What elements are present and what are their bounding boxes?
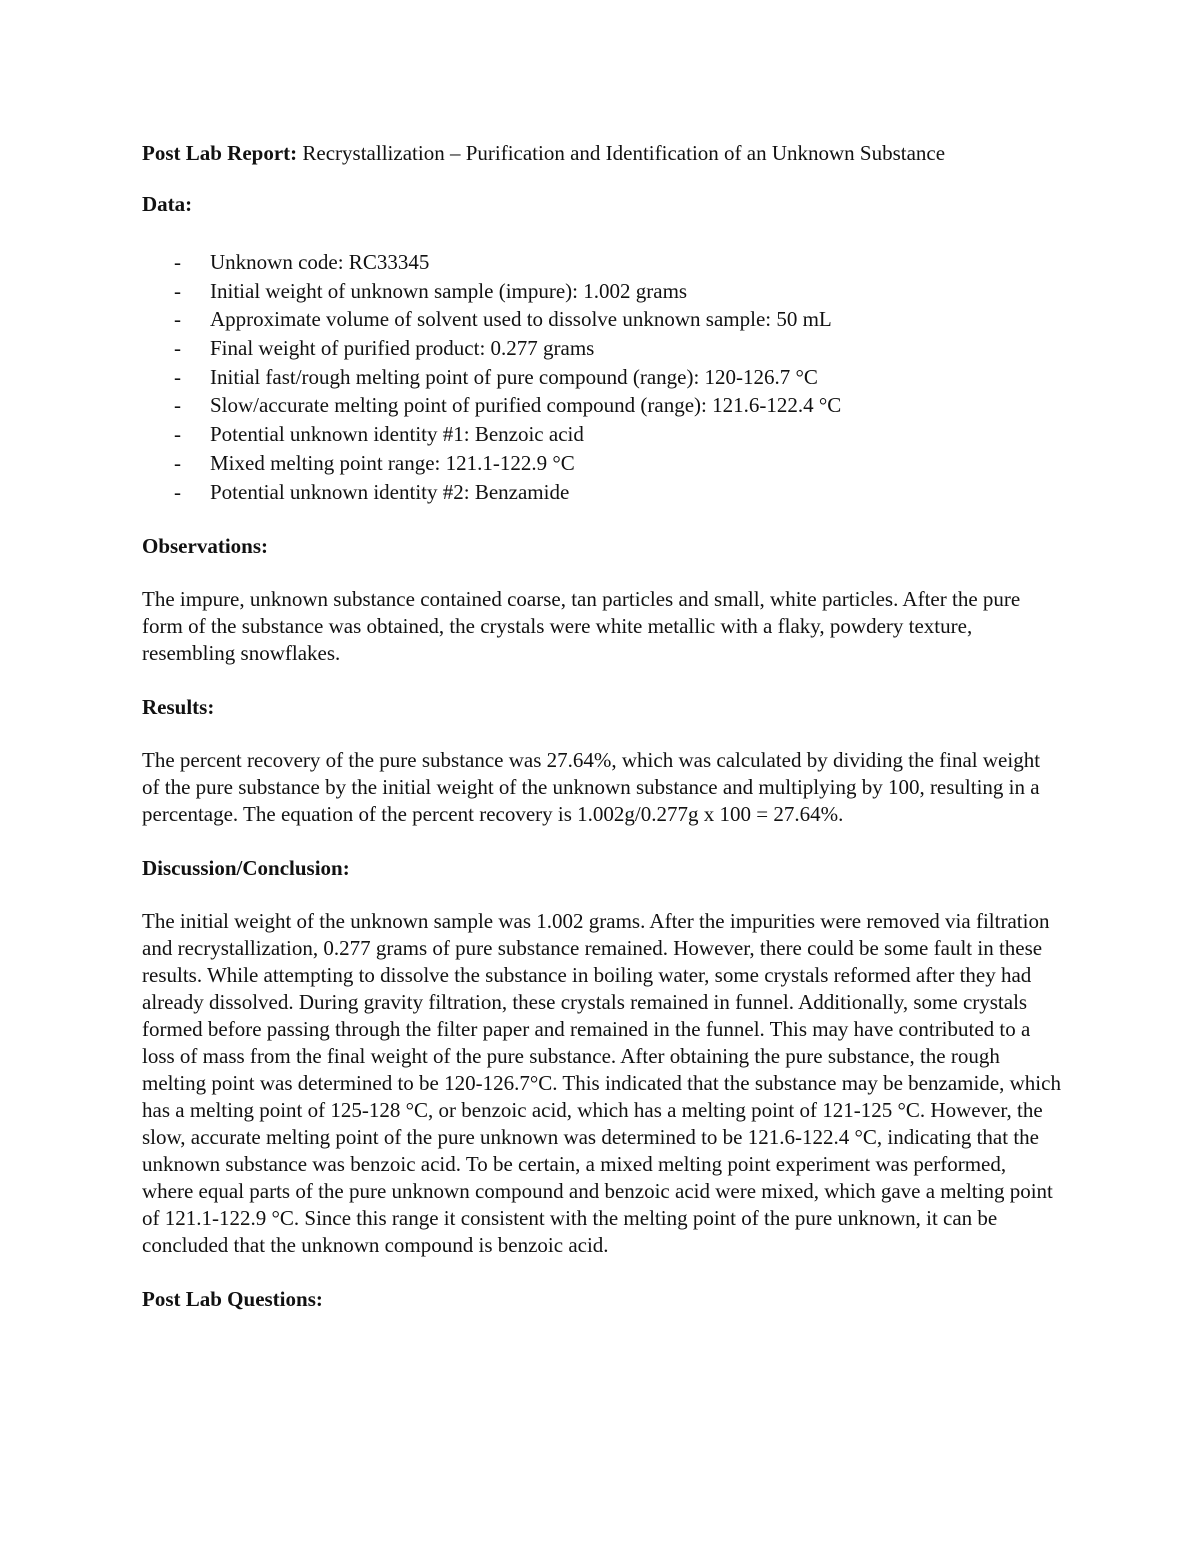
bullet-dash: - bbox=[174, 250, 181, 274]
bullet-dash: - bbox=[174, 450, 181, 475]
discussion-heading: Discussion/Conclusion: bbox=[142, 856, 350, 881]
list-item bbox=[142, 277, 1062, 306]
list-item bbox=[142, 478, 1062, 507]
bullet-dash: - bbox=[174, 393, 181, 418]
report-title-label: Post Lab Report: bbox=[142, 141, 298, 165]
list-item bbox=[142, 449, 1062, 478]
results-heading: Results: bbox=[142, 695, 215, 720]
list-item-text: Potential unknown identity #2: Benzamide bbox=[210, 479, 570, 504]
list-item bbox=[142, 305, 1062, 334]
observations-heading: Observations: bbox=[142, 534, 268, 559]
data-list bbox=[142, 248, 1062, 506]
list-item-text: Unknown code: RC33345 bbox=[210, 250, 430, 274]
list-item-text: Initial fast/rough melting point of pure compound (range): 120-126.7 °C bbox=[210, 364, 818, 389]
discussion-paragraph: The initial weight of the unknown sample was 1.002 grams. After the impurities were removed via filtration and recrystallization, 0.277 grams of pure substance remained. However, there could be some fault in these results. While attempting to dissolve the substance in boiling water, some crystals reformed after they had already dissolved. During gravity filtration, these crystals remained in funnel. Additionally, some crystals formed before passing through the filter paper and remained in the funnel. This may have contributed to a loss of mass from the final weight of the pure substance. After obtaining the pure substance, the rough melting point was determined to be 120-126.7°C. This indicated that the substance may be benzamide, which has a melting point of 125-128 °C, or benzoic acid, which has a melting point of 121-125 °C. However, the slow, accurate melting point of the pure unknown was determined to be 121.6-122.4 °C, indicating that the unknown substance was benzoic acid. To be certain, a mixed melting point experiment was performed, where equal parts of the pure unknown compound and benzoic acid were mixed, which gave a melting point of 121.1-122.9 °C. Since this range it consistent with the melting point of the pure unknown, it can be concluded that the unknown compound is benzoic acid. bbox=[142, 909, 1061, 1258]
bullet-dash: - bbox=[174, 479, 181, 504]
bullet-dash: - bbox=[174, 278, 181, 303]
list-item bbox=[142, 420, 1062, 449]
list-item-text: Slow/accurate melting point of purified compound (range): 121.6-122.4 °C bbox=[210, 393, 842, 418]
bullet-dash: - bbox=[174, 364, 181, 389]
bullet-dash: - bbox=[174, 307, 181, 332]
report-title-text: Recrystallization – Purification and Identification of an Unknown Substance bbox=[297, 141, 946, 165]
list-item bbox=[142, 363, 1062, 392]
list-item bbox=[142, 391, 1062, 420]
list-item-text: Potential unknown identity #1: Benzoic acid bbox=[210, 422, 584, 447]
list-item-text: Initial weight of unknown sample (impure): 1.002 grams bbox=[210, 278, 688, 303]
report-title bbox=[142, 140, 1062, 167]
document-page bbox=[142, 140, 1062, 1313]
bullet-dash: - bbox=[174, 336, 181, 361]
list-item bbox=[142, 334, 1062, 363]
results-paragraph: The percent recovery of the pure substance was 27.64%, which was calculated by dividing the final weight of the pure substance by the initial weight of the unknown substance and multiplying by 100, resulting in a percentage. The equation of the percent recovery is 1.002g/0.277g x 100 = 27.64%. bbox=[142, 748, 1041, 827]
post-lab-questions-heading: Post Lab Questions: bbox=[142, 1287, 323, 1312]
list-item-text: Approximate volume of solvent used to dissolve unknown sample: 50 mL bbox=[210, 307, 832, 332]
list-item bbox=[142, 248, 1062, 277]
list-item-text: Mixed melting point range: 121.1-122.9 °C bbox=[210, 450, 575, 475]
list-item-text: Final weight of purified product: 0.277 grams bbox=[210, 336, 595, 361]
bullet-dash: - bbox=[174, 422, 181, 447]
data-heading: Data: bbox=[142, 192, 193, 216]
observations-paragraph: The impure, unknown substance contained coarse, tan particles and small, white particles. After the pure form of the substance was obtained, the crystals were white metallic with a flaky, powdery texture, resembling snowflakes. bbox=[142, 587, 1021, 666]
